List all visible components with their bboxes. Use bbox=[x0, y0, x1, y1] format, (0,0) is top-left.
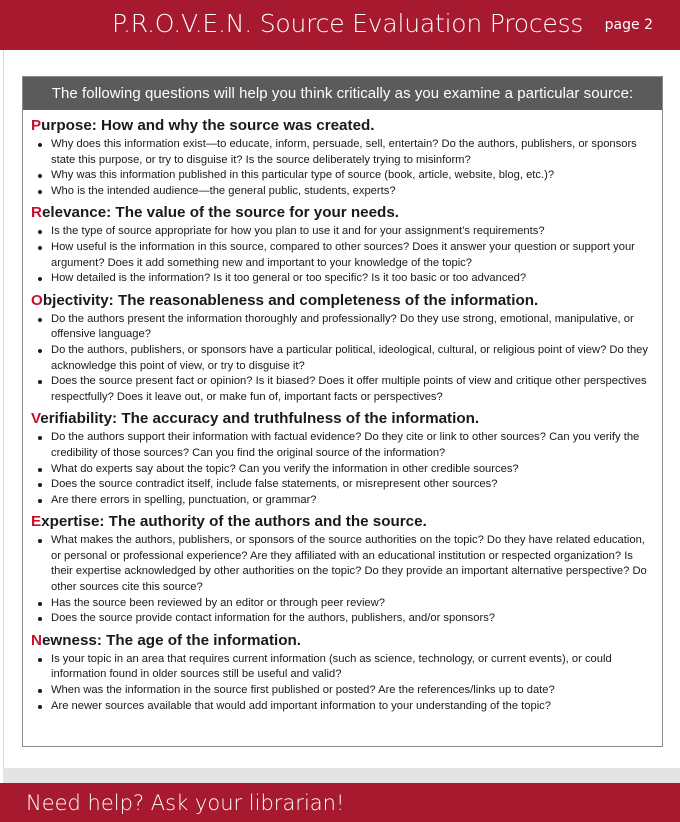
question-list bbox=[31, 430, 652, 508]
question-item: Do the authors support their information with factual evidence? Do they cite or link to other sources? Can you verify the credibility of those sources? Can you find the original source of the information? bbox=[31, 430, 652, 461]
section-verifiability bbox=[31, 410, 652, 508]
question-item: What do experts say about the topic? Can you verify the information in other credible sources? bbox=[31, 462, 652, 478]
footer-divider bbox=[3, 768, 680, 783]
questions-box bbox=[22, 76, 663, 747]
section-heading bbox=[31, 632, 652, 650]
question-item: Why was this information published in this particular type of source (book, article, website, blog, etc.)? bbox=[31, 168, 652, 184]
question-list bbox=[31, 224, 652, 286]
question-item: Are there errors in spelling, punctuation, or grammar? bbox=[31, 493, 652, 509]
section-heading bbox=[31, 292, 652, 310]
section-heading-text: erifiability: The accuracy and truthfulness of the information. bbox=[40, 410, 480, 428]
question-item: How detailed is the information? Is it too general or too specific? Is it too basic or too advanced? bbox=[31, 271, 652, 287]
section-newness bbox=[31, 632, 652, 714]
section-initial: N bbox=[31, 631, 42, 649]
section-initial: P bbox=[31, 117, 42, 134]
section-heading-text: elevance: The value of the source for your needs. bbox=[41, 204, 399, 222]
question-item: Is your topic in an area that requires current information (such as science, technology, or current events), or could information found in older sources still be useful and valid? bbox=[31, 652, 652, 683]
section-initial: R bbox=[31, 204, 42, 222]
question-item: Do the authors present the information thoroughly and professionally? Do they use strong, emotional, manipulative, or offensive language? bbox=[31, 312, 652, 343]
question-item: Why does this information exist—to educate, inform, persuade, sell, entertain? Do the authors, publishers, or sponsors state this purpose, or try to disguise it? Is the source deliberately trying to misinform? bbox=[31, 137, 652, 168]
footer-bar bbox=[0, 783, 680, 822]
question-list bbox=[31, 652, 652, 714]
section-objectivity bbox=[31, 292, 652, 406]
question-list bbox=[31, 137, 652, 199]
question-item: Is the type of source appropriate for how you plan to use it and for your assignment’s requirements? bbox=[31, 224, 652, 240]
section-heading bbox=[31, 204, 652, 222]
section-relevance bbox=[31, 204, 652, 286]
section-initial: E bbox=[31, 513, 42, 531]
section-heading-text: xpertise: The authority of the authors and the source. bbox=[41, 513, 427, 531]
question-list bbox=[31, 312, 652, 406]
question-list bbox=[31, 533, 652, 627]
help-text: Need help? Ask your librarian! bbox=[26, 791, 345, 815]
section-heading bbox=[31, 410, 652, 428]
question-item: Are newer sources available that would add important information to your understanding of the topic? bbox=[31, 699, 652, 715]
question-item: Does the source present fact or opinion? Is it biased? Does it offer multiple points of view and critique other perspectives respectfully? Does it leave out, or make fun of, important facts or perspectives? bbox=[31, 374, 652, 405]
question-item: Does the source provide contact information for the authors, publishers, and/or sponsors? bbox=[31, 611, 652, 627]
intro-banner: The following questions will help you think critically as you examine a particular source: bbox=[23, 77, 662, 110]
section-heading bbox=[31, 513, 652, 531]
question-item: What makes the authors, publishers, or sponsors of the source authorities on the topic? Do they have related education, or personal or professional experience? Are they affiliated with an educational institution or respected organization? Is their expertise acknowledged by other authorities on the topic? Do they provide an important alternative perspective? Do other sources cite this source? bbox=[31, 533, 652, 595]
page-title: P.R.O.V.E.N. Source Evaluation Process bbox=[112, 9, 584, 38]
section-initial: O bbox=[31, 291, 43, 309]
question-item: Has the source been reviewed by an editor or through peer review? bbox=[31, 596, 652, 612]
question-item: When was the information in the source first published or posted? Are the references/links up to date? bbox=[31, 683, 652, 699]
section-initial: V bbox=[31, 410, 41, 428]
question-item: Does the source contradict itself, include false statements, or misrepresent other sources? bbox=[31, 477, 652, 493]
section-heading-text: ewness: The age of the information. bbox=[41, 631, 302, 649]
sections-container bbox=[23, 110, 662, 714]
question-item: Who is the intended audience—the general public, students, experts? bbox=[31, 184, 652, 200]
question-item: How useful is the information in this source, compared to other sources? Does it answer your question or support your argument? Does it add something new and important to your knowledge of the topic? bbox=[31, 240, 652, 271]
page-number: page 2 bbox=[604, 17, 653, 33]
section-heading-text: bjectivity: The reasonableness and completeness of the information. bbox=[42, 291, 539, 309]
section-purpose bbox=[31, 117, 652, 199]
section-expertise bbox=[31, 513, 652, 627]
section-heading bbox=[31, 117, 652, 135]
section-heading-text: urpose: How and why the source was created. bbox=[41, 117, 375, 134]
question-item: Do the authors, publishers, or sponsors have a particular political, ideological, cultural, or religious point of view? Do they acknowledge this point of view, or try to disguise it? bbox=[31, 343, 652, 374]
header-bar bbox=[0, 0, 680, 50]
